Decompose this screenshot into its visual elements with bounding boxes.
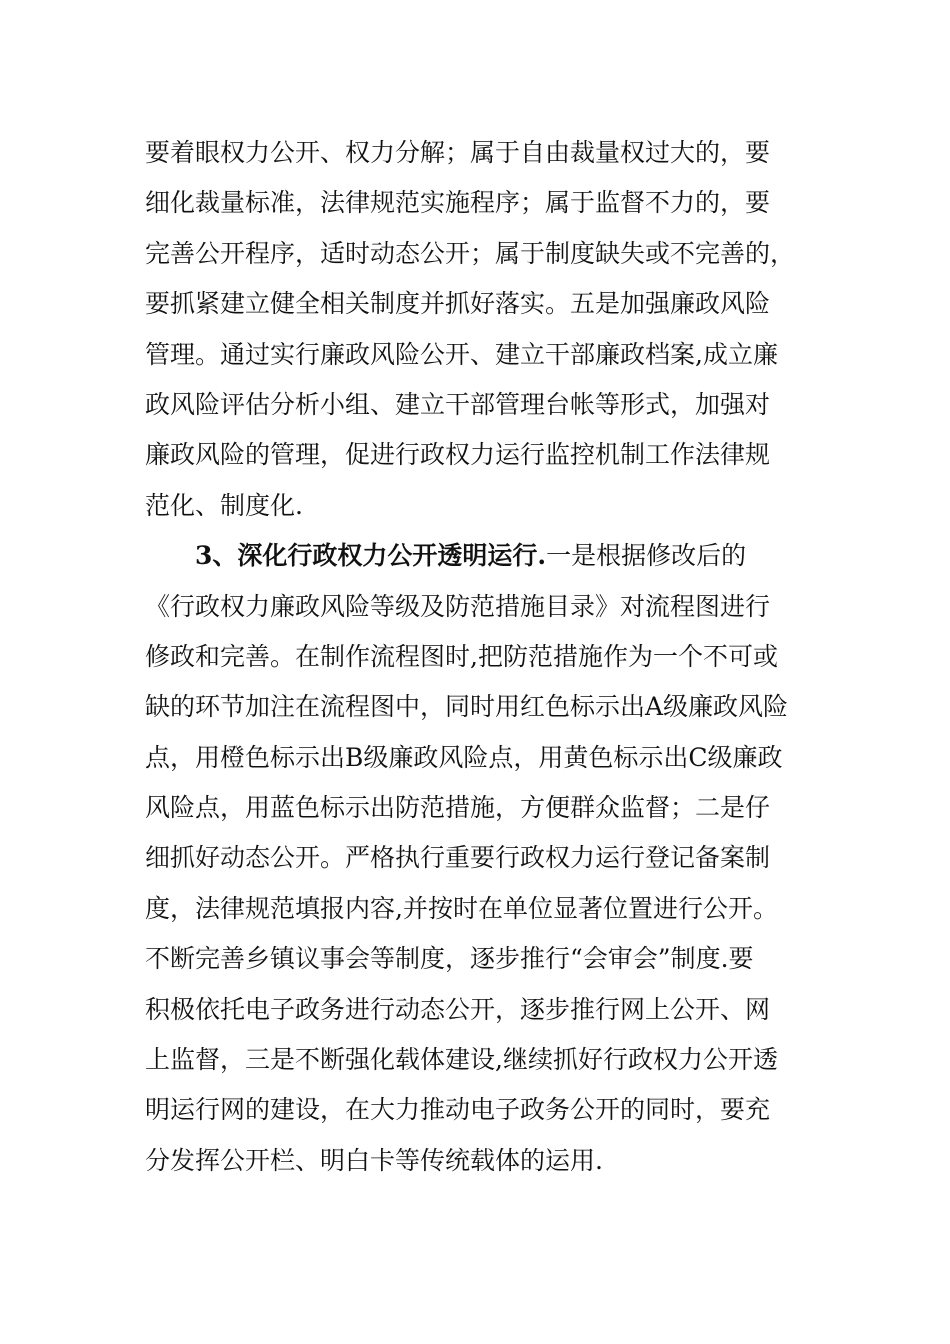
text-line: 不断完善乡镇议事会等制度，逐步推行“会审会”制度.要 — [145, 944, 754, 974]
text-line: 风险点，用蓝色标示出防范措施，方便群众监督；二是仔 — [145, 793, 771, 823]
text-line: 明运行网的建设，在大力推动电子政务公开的同时，要充 — [145, 1095, 771, 1125]
text-line: 缺的环节加注在流程图中，同时用红色标示出A级廉政风险 — [145, 692, 789, 722]
text-line: 廉政风险的管理，促进行政权力运行监控机制工作法律规 — [145, 440, 771, 470]
text-line: 范化、制度化. — [145, 490, 303, 520]
text-line: 分发挥公开栏、明白卡等传统载体的运用. — [145, 1145, 603, 1175]
text-line: 上监督，三是不断强化载体建设,继续抓好行政权力公开透 — [145, 1045, 778, 1075]
text-line: 《行政权力廉政风险等级及防范措施目录》对流程图进行 — [145, 591, 771, 621]
document-body — [145, 128, 845, 1186]
text-line: 度，法律规范填报内容,并按时在单位显著位置进行公开。 — [145, 893, 778, 923]
text-line: 要着眼权力公开、权力分解；属于自由裁量权过大的，要 — [145, 138, 771, 167]
text-line: 管理。通过实行廉政风险公开、建立干部廉政档案,成立廉 — [145, 339, 778, 369]
text-line: 细抓好动态公开。严格执行重要行政权力运行登记备案制 — [145, 843, 771, 873]
text-line: 要抓紧建立健全相关制度并抓好落实。五是加强廉政风险 — [145, 289, 771, 319]
heading-line-text: 一是根据修改后的 — [546, 541, 747, 571]
section-heading: 3、深化行政权力公开透明运行. — [195, 541, 547, 571]
text-line: 积极依托电子政务进行动态公开，逐步推行网上公开、网 — [145, 994, 771, 1024]
text-line: 完善公开程序，适时动态公开；属于制度缺失或不完善的， — [145, 238, 796, 268]
text-line: 细化裁量标准，法律规范实施程序；属于监督不力的，要 — [145, 188, 771, 218]
section-heading-line — [145, 531, 845, 581]
text-line: 点，用橙色标示出B级廉政风险点，用黄色标示出C级廉政 — [145, 742, 783, 772]
text-line: 政风险评估分析小组、建立干部管理台帐等形式，加强对 — [145, 389, 771, 419]
text-line: 修政和完善。在制作流程图时,把防范措施作为一个不可或 — [145, 641, 778, 671]
